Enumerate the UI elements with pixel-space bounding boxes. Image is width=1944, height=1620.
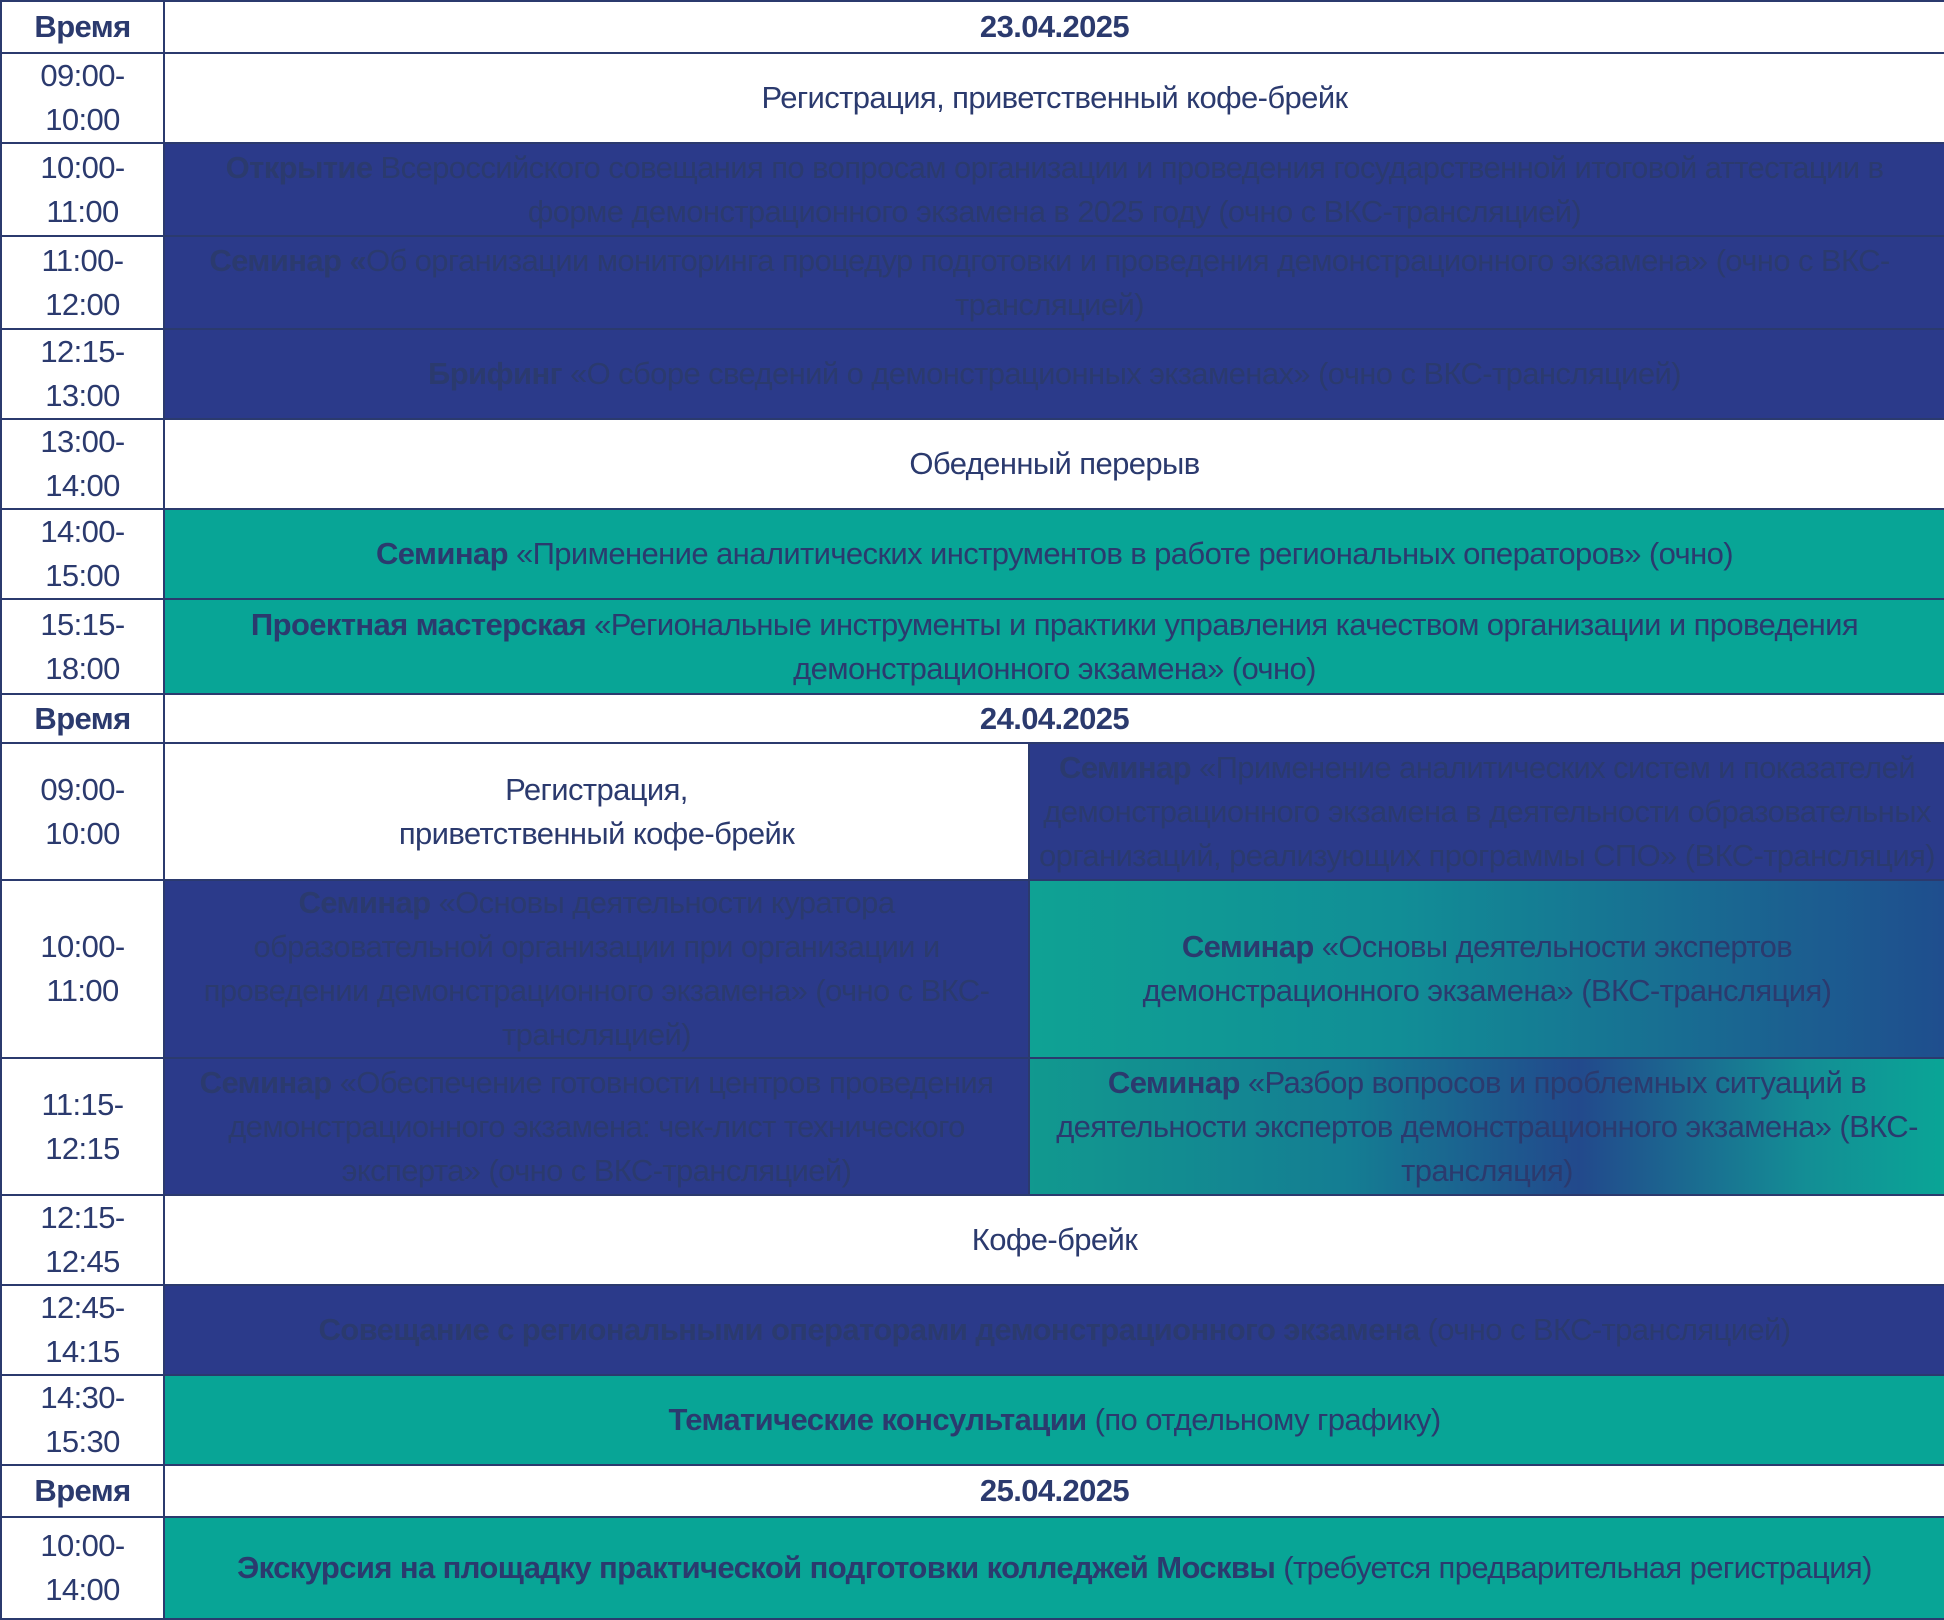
event-cell (1029, 1058, 1944, 1195)
time-cell: 10:00-11:00 (1, 143, 164, 236)
event-cell (164, 143, 1944, 236)
event-description: (очно с ВКС-трансляцией) (1419, 1312, 1791, 1347)
time-cell: 14:30-15:30 (1, 1375, 164, 1465)
event-description: Регистрация, (505, 771, 688, 807)
event-cell: Кофе-брейк (164, 1195, 1944, 1285)
schedule-row (1, 1058, 1944, 1195)
event-cell (164, 419, 1944, 509)
schedule-row (1, 53, 1944, 143)
event-title: Семинар (376, 536, 508, 571)
day2-date: 24.04.2025 (164, 694, 1944, 743)
day3-date: 25.04.2025 (164, 1465, 1944, 1517)
schedule-row (1, 1517, 1944, 1619)
event-description: «Обеспечение готовности центров проведения демонстрационного экзамена: чек-лист технического эксперта» (очно с ВКС-трансляцией) (228, 1064, 994, 1188)
time-cell: 14:00-15:00 (1, 509, 164, 599)
schedule-row (1, 329, 1944, 419)
day1-date: 23.04.2025 (164, 1, 1944, 53)
day3-header-row (1, 1465, 1944, 1517)
time-cell: 09:00-10:00 (1, 53, 164, 143)
event-title: Семинар « (209, 242, 366, 278)
day1-header-row (1, 1, 1944, 53)
event-description: «О сборе сведений о демонстрационных экзаменах» (очно с ВКС-трансляцией) (561, 356, 1681, 391)
event-description: «Применение аналитических инструментов в работе региональных операторов» (очно) (507, 536, 1733, 571)
schedule-row (1, 1285, 1944, 1375)
time-cell: 09:00-10:00 (1, 743, 164, 880)
time-column-header: Время (1, 1, 164, 53)
time-cell: 11:00-12:00 (1, 236, 164, 329)
day2-header-row (1, 694, 1944, 743)
event-cell (164, 1058, 1029, 1195)
event-title: Совещание с региональными операторами демонстрационного экзамена (318, 1312, 1420, 1347)
event-description: Обеденный перерыв (909, 446, 1200, 481)
schedule-row (1, 236, 1944, 329)
schedule-row (1, 599, 1944, 694)
event-cell (164, 236, 1944, 329)
event-description: «Основы деятельности куратора образовательной организации при организации и проведении демонстрационного экзамена» (очно с ВКС-трансляцией) (203, 885, 990, 1052)
event-cell (164, 1285, 1944, 1375)
event-description: (по отдельному графику) (1086, 1402, 1441, 1437)
event-title: Тематические консультации (668, 1402, 1087, 1437)
time-cell: 13:00-14:00 (1, 419, 164, 509)
event-cell (164, 1375, 1944, 1465)
event-cell (164, 1517, 1944, 1619)
schedule-row (1, 509, 1944, 599)
time-cell: 12:45-14:15 (1, 1285, 164, 1375)
schedule-row (1, 143, 1944, 236)
event-description: «Применение аналитических систем и показателей демонстрационного экзамена в деятельности образовательных организаций, реализующих программы СПО» (ВКС-трансляция) (1039, 749, 1935, 873)
time-cell: 12:15-13:00 (1, 329, 164, 419)
event-description: «Региональные инструменты и практики управления качеством организации и проведения демонстрационного экзамена» (очно) (586, 606, 1859, 686)
event-title: Брифинг (428, 356, 562, 391)
schedule-row (1, 1375, 1944, 1465)
event-title: Проектная мастерская (250, 606, 587, 642)
event-description: «Разбор вопросов и проблемных ситуаций в деятельности экспертов демонстрационного экзамена» (ВКС-трансляция) (1056, 1064, 1918, 1188)
event-cell (164, 743, 1029, 880)
time-cell: 10:00-14:00 (1, 1517, 164, 1619)
event-title: Семинар (1059, 749, 1191, 785)
schedule-row (1, 419, 1944, 509)
time-column-header: Время (1, 1465, 164, 1517)
event-description: Регистрация, приветственный кофе-брейк (761, 80, 1348, 115)
event-cell (164, 509, 1944, 599)
event-title: Экскурсия на площадку практической подготовки колледжей Москвы (237, 1550, 1276, 1585)
time-cell: 10:00-11:00 (1, 880, 164, 1058)
event-cell (164, 329, 1944, 419)
time-cell: 15:15-18:00 (1, 599, 164, 694)
schedule-row (1, 880, 1944, 1058)
event-title: Семинар (1181, 929, 1314, 964)
event-cell (164, 599, 1944, 694)
event-description: «Основы деятельности экспертов демонстрационного экзамена» (ВКС-трансляция) (1142, 929, 1832, 1008)
time-column-header: Время (1, 694, 164, 743)
event-title: Семинар (298, 885, 431, 920)
event-cell (164, 880, 1029, 1058)
time-cell: 11:15-12:15 (1, 1058, 164, 1195)
event-description: Об организации мониторинга процедур подготовки и проведения демонстрационного экзамена» (очно с ВКС-трансляцией) (365, 242, 1890, 322)
time-cell: 12:15-12:45 (1, 1195, 164, 1285)
schedule-row (1, 1195, 1944, 1285)
event-title: Семинар (1107, 1064, 1240, 1100)
event-description: приветственный кофе-брейк (398, 815, 795, 851)
event-title: Открытие (225, 149, 373, 185)
event-cell (164, 53, 1944, 143)
event-description: Всероссийского совещания по вопросам организации и проведения государственной итоговой аттестации в форме демонстрационного экзамена в 2025 году (очно с ВКС-трансляцией) (372, 149, 1884, 229)
schedule-row (1, 743, 1944, 880)
event-description: (требуется предварительная регистрация) (1275, 1550, 1872, 1585)
event-cell (1029, 743, 1944, 880)
event-cell (1029, 880, 1944, 1058)
event-title: Семинар (199, 1064, 332, 1100)
